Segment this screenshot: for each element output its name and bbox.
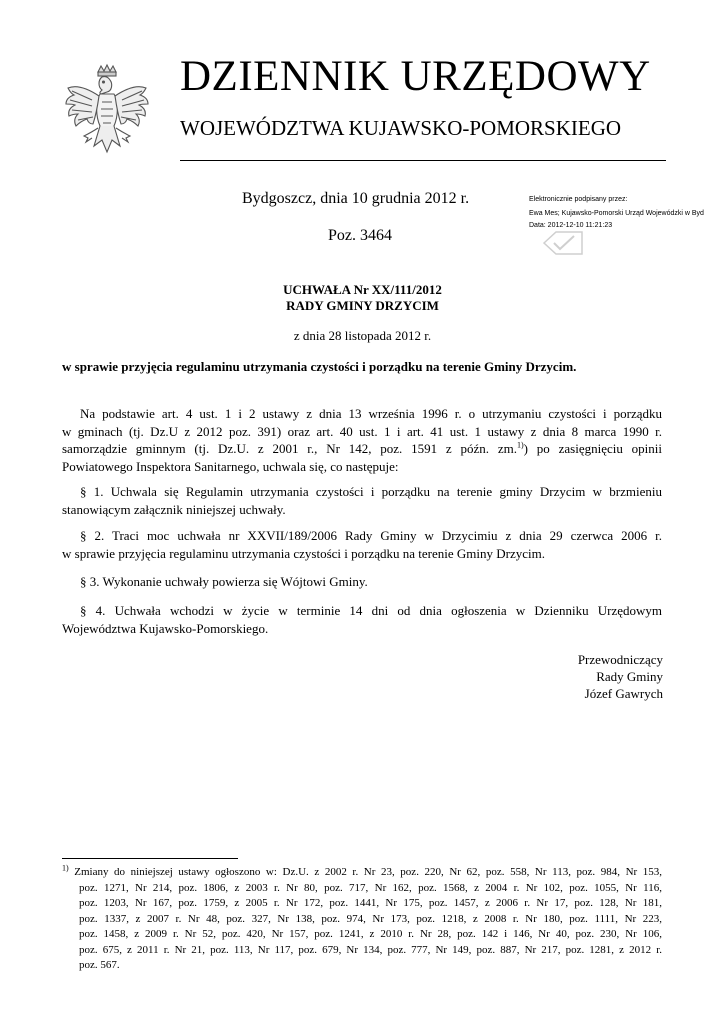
section-line: § 3. Wykonanie uchwały powierza się Wójtowi Gminy. <box>80 574 368 589</box>
preamble-line <box>62 440 662 458</box>
preamble-paragraph <box>62 405 662 475</box>
footnote-marker: 1) <box>62 863 69 873</box>
preamble-text: samorządzie gminnym (tj. Dz.U. z 2001 r., Nr 142, poz. 1591 z późn. zm. <box>62 441 517 456</box>
journal-subtitle: WOJEWÓDZTWA KUJAWSKO-POMORSKIEGO <box>180 116 622 140</box>
polish-eagle-emblem-icon <box>62 62 152 162</box>
section-3-paragraph <box>62 573 662 591</box>
section-line: § 2. Traci moc uchwała nr XXVII/189/2006 Rady Gminy w Drzycimiu z dnia 29 czerwca 2006 r. <box>80 528 662 543</box>
footnote-divider <box>62 858 238 859</box>
signer-body: Rady Gminy <box>596 669 663 684</box>
resolution-date: z dnia 28 listopada 2012 r. <box>293 328 432 343</box>
preamble-line: w gminach (tj. Dz.U z 2012 poz. 391) oraz art. 40 ust. 1 i art. 41 ust. 1 ustawy z dnia 8 marca 1990 r. <box>62 423 662 439</box>
footnote-text: Zmiany do niniejszej ustawy ogłoszono w: Dz.U. z 2002 r. Nr 23, poz. 220, Nr 62, poz. 558, Nr 113, poz. 984, Nr 153, <box>74 866 663 878</box>
section-line: § 4. Uchwała wchodzi w życie w terminie 14 dni od dnia ogłoszenia w Dzienniku Urzędowym <box>80 603 662 618</box>
header-divider <box>180 160 666 161</box>
signature-date: Data: 2012-12-10 11:21:23 <box>529 222 613 229</box>
footnote-line: poz. 675, z 2011 r. Nr 21, poz. 113, Nr 117, poz. 679, Nr 134, poz. 777, Nr 149, poz. 887, Nr 217, poz. 1281, z 2012 r. <box>79 943 662 956</box>
resolution-subject: w sprawie przyjęcia regulaminu utrzymania czystości i porządku na terenie Gminy Drzycim. <box>62 359 577 374</box>
signer-name: Józef Gawrych <box>584 686 663 701</box>
signer-role: Przewodniczący <box>577 652 663 667</box>
preamble-line: Powiatowego Inspektora Sanitarnego, uchwala się, co następuje: <box>62 458 399 474</box>
journal-title: DZIENNIK URZĘDOWY <box>180 53 651 100</box>
footnote-line: poz. 1337, z 2007 r. Nr 48, poz. 327, Nr 138, poz. 974, Nr 173, poz. 1218, z 2008 r. Nr 180, poz. 1111, Nr 223, <box>79 912 662 925</box>
position-number: Poz. 3464 <box>328 227 392 244</box>
place-date: Bydgoszcz, dnia 10 grudnia 2012 r. <box>242 190 470 207</box>
signature-signer: Ewa Mes; Kujawsko-Pomorski Urząd Wojewódzki w Byd <box>529 210 704 217</box>
footnote-line: poz. 1458, z 2009 r. Nr 52, poz. 420, Nr 157, poz. 1241, z 2010 r. Nr 28, poz. 142 i 146, Nr 40, poz. 230, Nr 106, <box>79 928 662 940</box>
resolution-number: UCHWAŁA Nr XX/111/2012 <box>283 282 442 297</box>
resolution-authority: RADY GMINY DRZYCIM <box>286 298 439 313</box>
section-1-paragraph <box>62 483 662 518</box>
section-line: Województwa Kujawsko-Pomorskiego. <box>62 620 269 636</box>
preamble-line: Na podstawie art. 4 ust. 1 i 2 ustawy z dnia 13 września 1996 r. o utrzymaniu czystości i porządku <box>80 406 662 421</box>
footnote <box>62 865 662 974</box>
footnote-line <box>62 865 662 881</box>
section-line: stanowiącym załącznik niniejszej uchwały. <box>62 501 286 517</box>
section-2-paragraph <box>62 527 662 562</box>
section-4-paragraph <box>62 602 662 637</box>
footnote-line: poz. 1203, Nr 167, poz. 1759, z 2005 r. Nr 172, poz. 1441, Nr 175, poz. 1457, z 2006 r. Nr 17, poz. 128, Nr 181, <box>79 897 662 909</box>
section-line: § 1. Uchwala się Regulamin utrzymania czystości i porządku na terenie gminy Drzycim w brzmieniu <box>80 484 662 499</box>
footnote-line: poz. 1271, Nr 214, poz. 1806, z 2003 r. Nr 80, poz. 717, Nr 162, poz. 1568, z 2004 r. Nr 102, poz. 1055, Nr 116, <box>79 881 662 894</box>
signature-label: Elektronicznie podpisany przez: <box>529 196 628 203</box>
preamble-text: ) po zasięgnięciu opinii <box>523 441 662 456</box>
section-line: w sprawie przyjęcia regulaminu utrzymania czystości i porządku na terenie Gminy Drzycim. <box>62 545 545 561</box>
signature-check-icon <box>540 230 586 256</box>
footnote-line: poz. 567. <box>79 959 120 971</box>
footnote-reference[interactable]: 1) <box>516 440 524 450</box>
